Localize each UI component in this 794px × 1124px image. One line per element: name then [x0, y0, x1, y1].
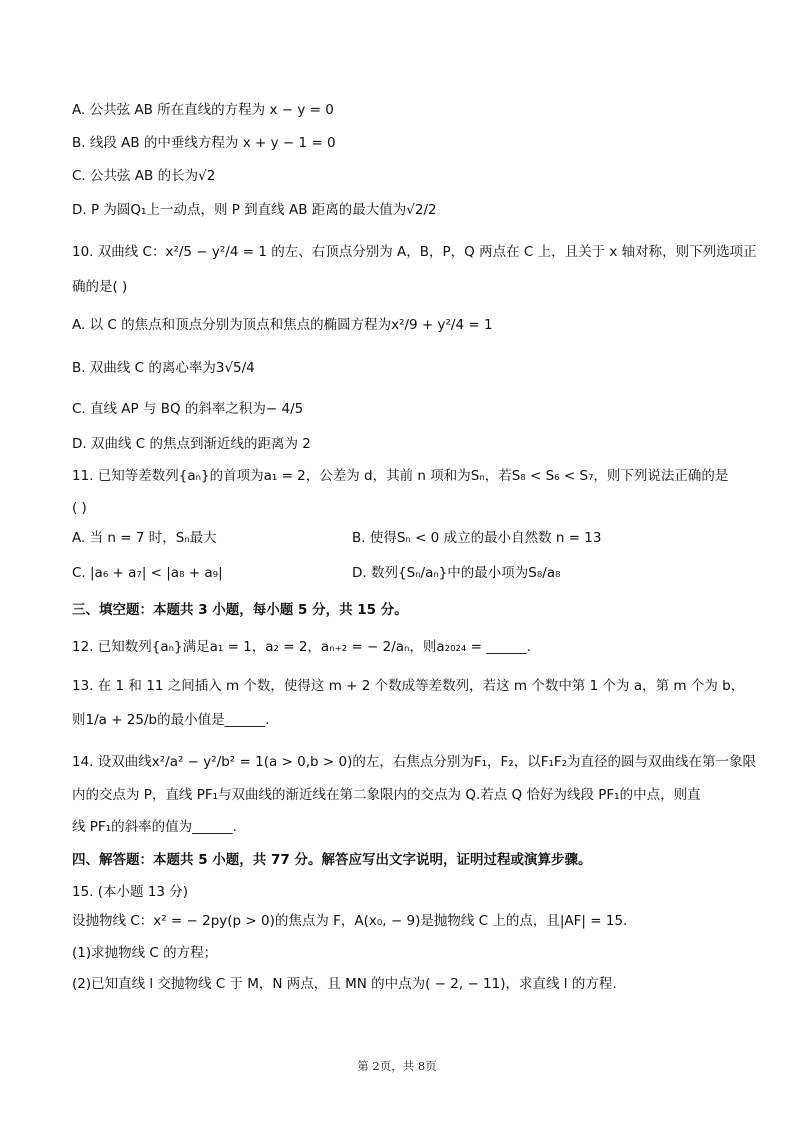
option-9c: C. 公共弦 AB 的长为√2	[72, 168, 216, 184]
option-10b: B. 双曲线 C 的离心率为3√5/4	[72, 360, 255, 376]
option-9a: A. 公共弦 AB 所在直线的方程为 x − y = 0	[72, 102, 334, 118]
question-14-line1: 14. 设双曲线x²/a² − y²/b² = 1(a > 0,b > 0)的左，右焦点分别为F₁，F₂，以F₁F₂为直径的圆与双曲线在第一象限	[72, 754, 757, 770]
page-footer: 第 2页，共 8页	[357, 1059, 437, 1073]
question-13-line2: 则1/a + 25/b的最小值是______.	[72, 712, 270, 728]
option-10d: D. 双曲线 C 的焦点到渐近线的距离为 2	[72, 436, 311, 452]
question-12: 12. 已知数列{aₙ}满足a₁ = 1，a₂ = 2，aₙ₊₂ = − 2/aₙ，则a₂₀₂₄ = ______.	[72, 639, 532, 655]
section-heading-answers: 四、解答题：本题共 5 小题，共 77 分。解答应写出文字说明，证明过程或演算步骤。	[72, 852, 592, 868]
question-15-part2: (2)已知直线 l 交抛物线 C 于 M，N 两点，且 MN 的中点为( − 2, − 11)，求直线 l 的方程.	[72, 976, 617, 992]
question-11-line2: ( )	[72, 500, 87, 516]
question-15-part1: (1)求抛物线 C 的方程；	[72, 945, 218, 961]
option-11c: C. |a₆ + a₇| < |a₈ + a₉|	[72, 565, 223, 581]
question-15-header: 15. (本小题 13 分)	[72, 884, 189, 900]
section-heading-fill-in: 三、填空题：本题共 3 小题，每小题 5 分，共 15 分。	[72, 602, 408, 618]
question-13-line1: 13. 在 1 和 11 之间插入 m 个数，使得这 m + 2 个数成等差数列，若这 m 个数中第 1 个为 a，第 m 个为 b，	[72, 678, 745, 694]
question-10-line2: 确的是( )	[72, 279, 128, 295]
question-14-line2: 内的交点为 P，直线 PF₁与双曲线的渐近线在第二象限内的交点为 Q.若点 Q 恰好为线段 PF₁的中点，则直	[72, 787, 701, 803]
option-10a: A. 以 C 的焦点和顶点分别为顶点和焦点的椭圆方程为x²/9 + y²/4 = 1	[72, 317, 493, 333]
question-11-line1: 11. 已知等差数列{aₙ}的首项为a₁ = 2，公差为 d，其前 n 项和为Sₙ，若S₈ < S₆ < S₇，则下列说法正确的是	[72, 468, 729, 484]
question-14-line3: 线 PF₁的斜率的值为______.	[72, 819, 237, 835]
option-9d: D. P 为圆Q₁上一动点，则 P 到直线 AB 距离的最大值为√2/2	[72, 202, 437, 218]
option-9b: B. 线段 AB 的中垂线方程为 x + y − 1 = 0	[72, 135, 336, 151]
option-10c: C. 直线 AP 与 BQ 的斜率之积为− 4/5	[72, 401, 304, 417]
option-11d: D. 数列{Sₙ/aₙ}中的最小项为S₈/a₈	[352, 565, 561, 581]
question-10-line1: 10. 双曲线 C：x²/5 − y²/4 = 1 的左、右顶点分别为 A，B，P，Q 两点在 C 上，且关于 x 轴对称，则下列选项正	[72, 244, 757, 260]
option-11a: A. 当 n = 7 时，Sₙ最大	[72, 530, 217, 546]
option-11b: B. 使得Sₙ < 0 成立的最小自然数 n = 13	[352, 530, 602, 546]
question-15-stem: 设抛物线 C：x² = − 2py(p > 0)的焦点为 F，A(x₀, − 9)是抛物线 C 上的点，且|AF| = 15.	[72, 913, 628, 929]
